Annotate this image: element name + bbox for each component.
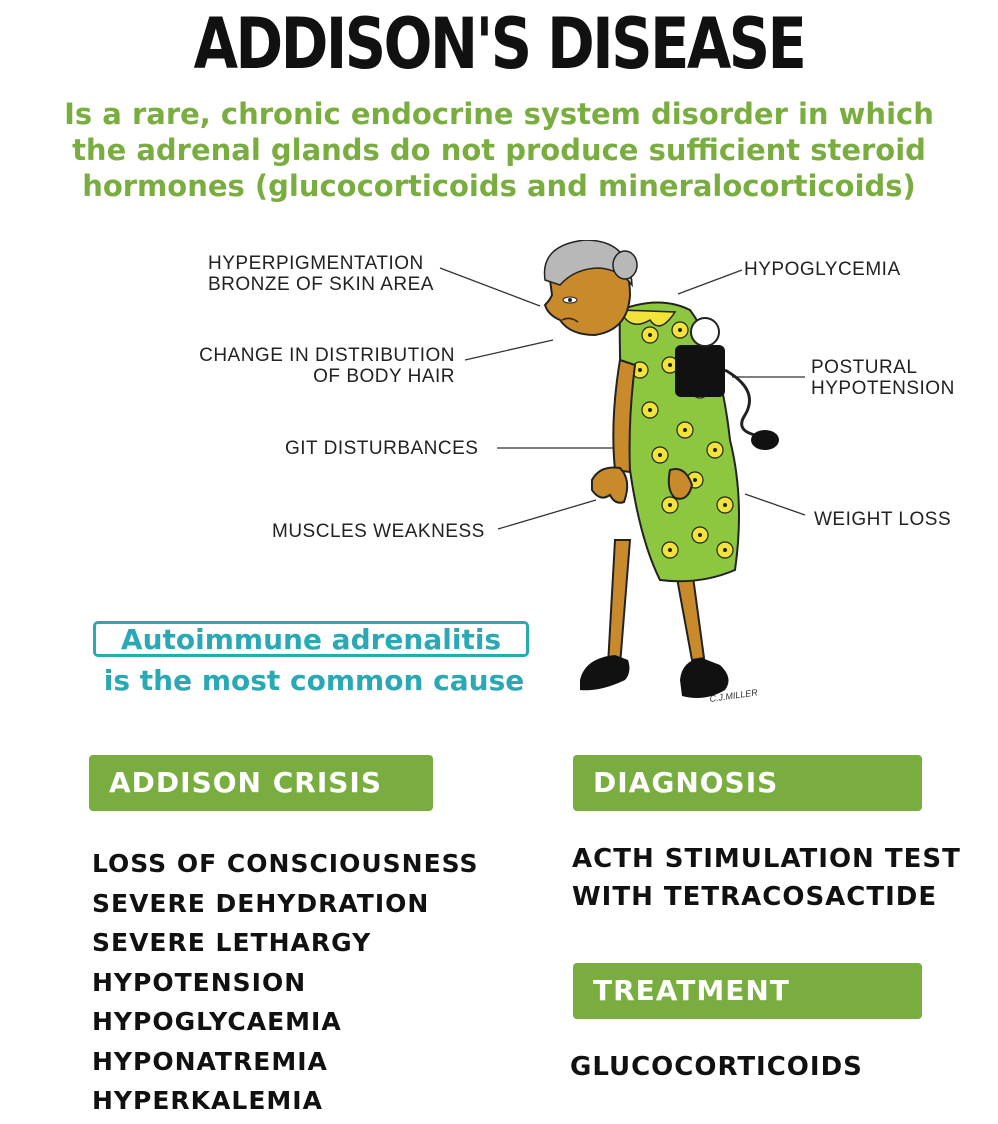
label-weight-loss: WEIGHT LOSS [814, 509, 952, 530]
label-muscles-weakness: MUSCLES WEAKNESS [272, 521, 485, 542]
left-shoe [580, 655, 629, 690]
bp-cuff [675, 345, 725, 397]
bp-gauge [691, 318, 719, 346]
label-git-disturbances: GIT DISTURBANCES [285, 438, 479, 459]
treatment-header: TREATMENT [573, 963, 922, 1019]
list-item: HYPOTENSION [92, 967, 307, 997]
disease-definition: Is a rare, chronic endocrine system disorder in which the adrenal glands do not produce sufficient steroid hormones (glucocorticoids and mineralocorticoids) [64, 97, 934, 203]
label-hypoglycemia: HYPOGLYCEMIA [744, 259, 901, 280]
list-item: HYPERKALEMIA [92, 1086, 323, 1115]
label-body-hair-line1: CHANGE IN DISTRIBUTION [199, 345, 455, 366]
treatment-text: GLUCOCORTICOIDS [570, 1052, 863, 1082]
addison-crisis-header: ADDISON CRISIS [89, 755, 433, 811]
list-item: SEVERE LETHARGY [92, 928, 372, 957]
page-title: ADDISON'S DISEASE [193, 3, 805, 85]
label-body-hair [190, 345, 455, 387]
diagnosis-text-line2: WITH TETRACOSACTIDE [572, 882, 938, 912]
diagnosis-header: DIAGNOSIS [573, 755, 922, 811]
label-body-hair-line2: OF BODY HAIR [313, 366, 455, 387]
label-postural-line2: HYPOTENSION [811, 378, 955, 399]
cause-line-1: Autoimmune adrenalitis [120, 623, 502, 656]
list-item: LOSS OF CONSCIOUSNESS [92, 849, 479, 878]
addison-crisis-list [92, 844, 479, 1121]
list-item: SEVERE DEHYDRATION [92, 888, 430, 918]
left-hand [592, 468, 627, 503]
label-hyperpigmentation-line1: HYPERPIGMENTATION [208, 253, 424, 274]
patient-illustration [520, 240, 780, 720]
label-hyperpigmentation [208, 253, 434, 295]
diagnosis-text-line1: ACTH STIMULATION TEST [572, 844, 961, 874]
dress [620, 303, 739, 582]
list-item: HYPOGLYCAEMIA [92, 1007, 342, 1036]
cause-line-2: is the most common cause [103, 664, 525, 697]
diagnosis-text [572, 840, 972, 916]
list-item: HYPONATREMIA [92, 1046, 328, 1076]
label-postural-line1: POSTURAL [811, 357, 918, 378]
label-hyperpigmentation-line2: BRONZE OF SKIN AREA [208, 274, 434, 295]
artist-signature: C.J.MILLER [708, 687, 759, 704]
label-postural-hypotension [811, 357, 955, 399]
bp-bulb [751, 430, 779, 450]
